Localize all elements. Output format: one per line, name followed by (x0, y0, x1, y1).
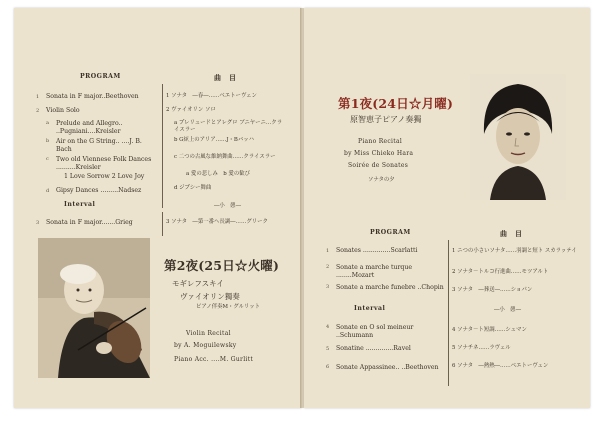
left-item-num: 2 (36, 108, 40, 114)
left-recital-en-2: by A. Moguilewsky (174, 342, 237, 349)
right-recital-en-1: Piano Recital (358, 138, 403, 145)
left-item-num: c (46, 156, 49, 162)
left-item-jp: c 二つの古風な維納舞曲……クライスラー (174, 154, 276, 160)
right-item-num: 3 (326, 284, 330, 290)
left-item-en: 1 Love Sorrow 2 Love Joy (64, 173, 145, 180)
right-item-num: 2 (326, 264, 330, 270)
right-item-jp: 6 ソナタ ―熱熱―……ベエトーヴェン (452, 363, 549, 369)
left-item-jp: a プレリュードとアレグロ ブニヤーニ…クライスラー (174, 120, 283, 133)
right-night-title: 第1夜(24日☆月曜) (338, 96, 454, 111)
left-item-jp: b G絃上のアリア……J・Bバッハ (174, 137, 255, 143)
violinist-photo-image (38, 238, 150, 378)
left-recital-jp: モギレフスキイ (172, 279, 224, 288)
left-item3-en: Sonata in F major.......Grieg (46, 219, 133, 226)
left-item-en: Violin Solo (46, 107, 80, 114)
right-item-jp: 3 ソナタ ―葬送―……ショパン (452, 287, 533, 293)
right-recital-en-3: Soirée de Sonates (348, 162, 409, 169)
left-item-en: Gipsy Dances .........Nadsez (56, 187, 142, 194)
right-program-heading: PROGRAM (370, 229, 411, 236)
right-item-num: 4 (326, 324, 330, 330)
left-item-jp: d ジプシー舞曲 (174, 185, 212, 191)
left-item3-jp: 3 ソナタ ―第一番へ長調―……グリーク (166, 219, 268, 225)
right-item-en: Sonate a marche funebre ..Chopin (336, 284, 444, 291)
left-item-en: Prelude and Allegro.. ..Pugniani....Kreisler (56, 120, 123, 135)
right-item-jp: 5 ソナチネ……ラヴェル (452, 345, 511, 351)
left-item-jp: a 愛の悲しみ b 愛の歓び (186, 171, 250, 177)
left-recital-en-1: Violin Recital (186, 330, 231, 337)
pianist-photo-image (470, 74, 566, 200)
left-item-num: d (46, 188, 50, 194)
left-item-en: Sonata in F major..Beethoven (46, 93, 139, 100)
right-item-num: 6 (326, 364, 330, 370)
right-page (304, 8, 590, 408)
left-interval: Interval (64, 201, 96, 208)
left-item3-num: 3 (36, 220, 40, 226)
left-item-jp: 1 ソナタ ―春―……ベエトーヴェン (166, 93, 257, 99)
right-item-en: Sonate en O sol meineur ..Schumann (336, 324, 414, 339)
right-item-jp: 4 ソナタ－ト短調……シュマン (452, 327, 527, 333)
violinist-photo (38, 238, 150, 378)
right-interval: Interval (354, 305, 386, 312)
left-item-num: 1 (36, 94, 40, 100)
right-item-en: Sonatine ..............Ravel (336, 345, 411, 352)
right-recital-en-2: by Miss Chieko Hara (344, 150, 414, 157)
right-interval-jp: ―小 憩― (494, 307, 521, 313)
left-program-heading-jp: 曲 目 (214, 73, 237, 82)
right-item-num: 1 (326, 248, 330, 254)
right-recital-jp: 原智恵子ピアノ奏獨 (350, 115, 422, 124)
right-item-jp: 1 ニつの小さいソナタ……羽調と短ト スカラッテイ (452, 248, 577, 254)
right-sonata-jp: ソナタの夕 (368, 177, 395, 183)
left-item-en: Air on the G String.. ....J. B. Bach (56, 138, 142, 153)
pianist-photo (470, 74, 566, 200)
right-item-en: Sonates ..............Scarlatti (336, 247, 418, 254)
left-item-num: a (46, 120, 49, 126)
left-night-title: 第2夜(25日☆火曜) (164, 258, 280, 273)
right-item-en: Sonate Appassinee.. ..Beethoven (336, 364, 439, 371)
left-item-num: b (46, 138, 50, 144)
left-column-divider (162, 84, 163, 208)
right-item-num: 5 (326, 346, 330, 352)
left-item-en: Two old Viennese Folk Dances ..........Kreisler (56, 156, 152, 171)
left-recital-jp-2: ヴァイオリン獨奏 (180, 292, 240, 301)
left-column-divider-2 (162, 212, 163, 236)
left-interval-jp: ―小 憩― (214, 203, 241, 209)
left-item-jp: 2 ヴァイオリン ソロ (166, 107, 216, 113)
left-piano-jp: ピアノ伴奏M・グルリット (196, 304, 261, 310)
right-item-jp: 2 ソナタ－トルコ行進曲……モツアルト (452, 269, 549, 275)
right-program-heading-jp: 曲 目 (500, 229, 523, 238)
right-column-divider (448, 240, 449, 386)
right-item-en: Sonate a marche turque ........Mozart (336, 264, 413, 279)
left-program-heading: PROGRAM (80, 73, 121, 80)
left-recital-en-3: Piano Acc. ....M. Gurlitt (174, 356, 254, 363)
left-page (14, 8, 302, 408)
